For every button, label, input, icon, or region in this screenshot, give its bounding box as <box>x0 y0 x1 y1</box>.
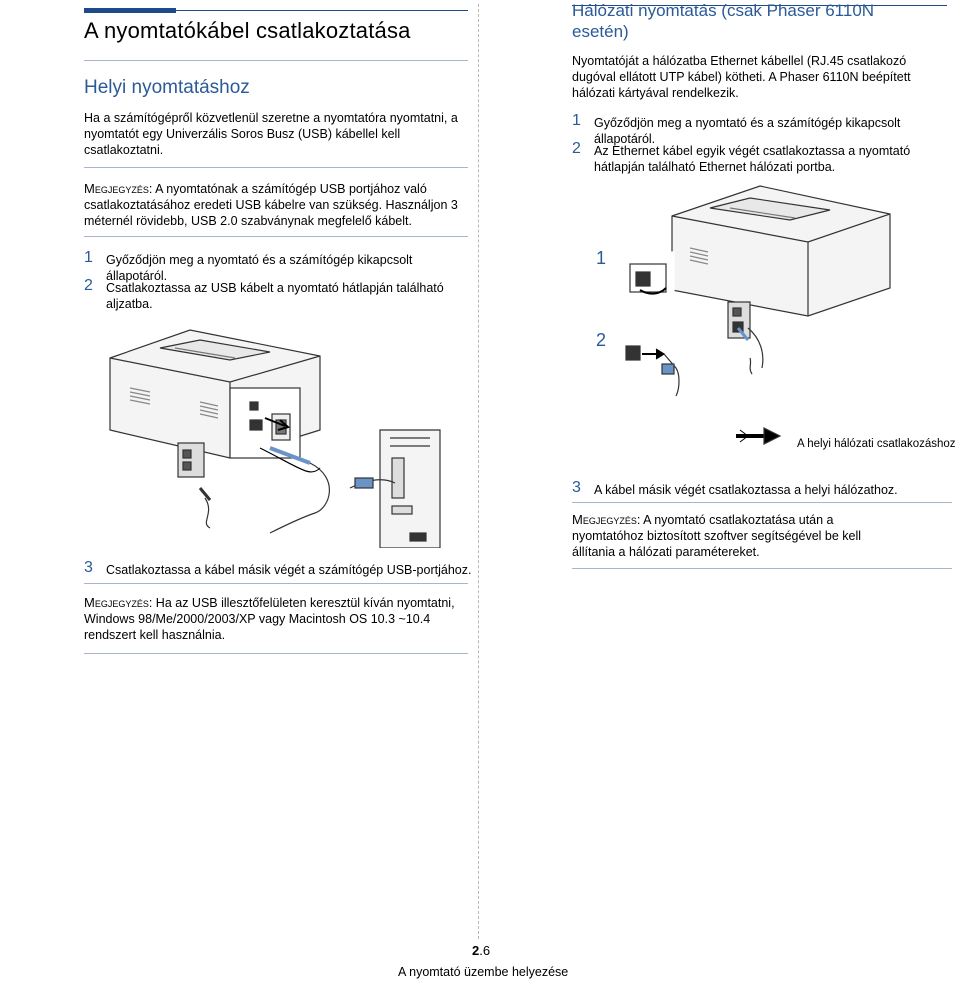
header-accent-bar <box>84 8 176 13</box>
network-step-3 <box>572 479 958 498</box>
note-rule-bottom <box>84 236 468 237</box>
callout-1: 1 <box>596 248 607 268</box>
local-step-3 <box>84 559 474 578</box>
note-network-setup <box>572 512 902 560</box>
step-text: Győződjön meg a nyomtató és a számítógép kikapcsolt állapotáról. <box>594 116 901 146</box>
title-rule <box>84 60 468 61</box>
page-title: A nyomtatókábel csatlakoztatása <box>84 18 411 43</box>
note-text: : A nyomtatónak a számítógép USB portjához való csatlakoztatásához eredeti USB kábelre van szükség. Használjon 3 méternél rövidebb, USB 2.0 szabványnak megfelelő kábelt. <box>84 182 458 228</box>
note-label: Megjegyzés <box>84 181 149 196</box>
step-text: Csatlakoztassa az USB kábelt a nyomtató hátlapján található aljzatba. <box>106 281 444 311</box>
note-rule-bottom <box>84 653 468 654</box>
step-number: 3 <box>84 559 93 576</box>
note-text: : Ha az USB illesztőfelületen keresztül kíván nyomtatni, Windows 98/Me/2000/2003/XP vagy Macintosh OS 10.3 ~10.4 rendszert kell használnia. <box>84 596 455 642</box>
step-number: 1 <box>84 249 93 266</box>
note-local-usb <box>84 181 468 229</box>
note-label: Megjegyzés <box>572 512 637 527</box>
network-intro-paragraph: Nyomtatóját a hálózatba Ethernet kábellel (RJ.45 csatlakozó dugóval ellátott UTP kábel) kötheti. A Phaser 6110N beépített hálózati kártyával rendelkezik. <box>572 54 911 100</box>
note-text: : A nyomtató csatlakoztatása után a nyomtatóhoz biztosított szoftver segítségével be kell állítania a hálózati paramétereket. <box>572 513 862 559</box>
callout-2: 2 <box>596 330 607 350</box>
step-number: 2 <box>84 277 93 294</box>
note-rule-bottom <box>572 568 952 569</box>
step-number: 2 <box>572 140 581 157</box>
step-text: A kábel másik végét csatlakoztassa a helyi hálózathoz. <box>594 483 898 497</box>
note-rule-top <box>572 502 952 503</box>
step-text: Az Ethernet kábel egyik végét csatlakoztassa a nyomtató hátlapján található Ethernet hálózati portba. <box>594 144 911 174</box>
local-step-2 <box>84 277 468 312</box>
network-step-2 <box>572 140 958 175</box>
page-index: .6 <box>479 943 491 958</box>
note-usb-os <box>84 595 468 643</box>
step-number: 1 <box>572 112 581 129</box>
note-rule-top <box>84 167 468 168</box>
step-number: 3 <box>572 479 581 496</box>
local-intro-paragraph: Ha a számítógépről közvetlenül szeretne a nyomtatóra nyomtatni, a nyomtatót egy Univerzális Soros Busz (USB) kábellel kell csatlakoztatni. <box>84 111 458 157</box>
usb-connection-illustration <box>100 318 470 548</box>
header-rule-left <box>176 10 468 11</box>
note-rule-top <box>84 583 468 584</box>
section-title-network: Hálózati nyomtatás (csak Phaser 6110N esetén) <box>572 1 875 41</box>
ethernet-connection-illustration <box>580 178 955 458</box>
step-text: Győződjön meg a nyomtató és a számítógép kikapcsolt állapotáról. <box>106 253 413 283</box>
network-connection-label: A helyi hálózati csatlakozáshoz <box>797 438 956 450</box>
step-text: Csatlakoztassa a kábel másik végét a számítógép USB-portjához. <box>106 563 472 577</box>
footer-section-title: A nyomtató üzembe helyezése <box>398 965 569 979</box>
page-number <box>472 943 490 958</box>
note-label: Megjegyzés <box>84 595 149 610</box>
page-chapter: 2 <box>472 943 480 958</box>
section-title-local: Helyi nyomtatáshoz <box>84 77 250 98</box>
column-divider <box>478 4 479 939</box>
